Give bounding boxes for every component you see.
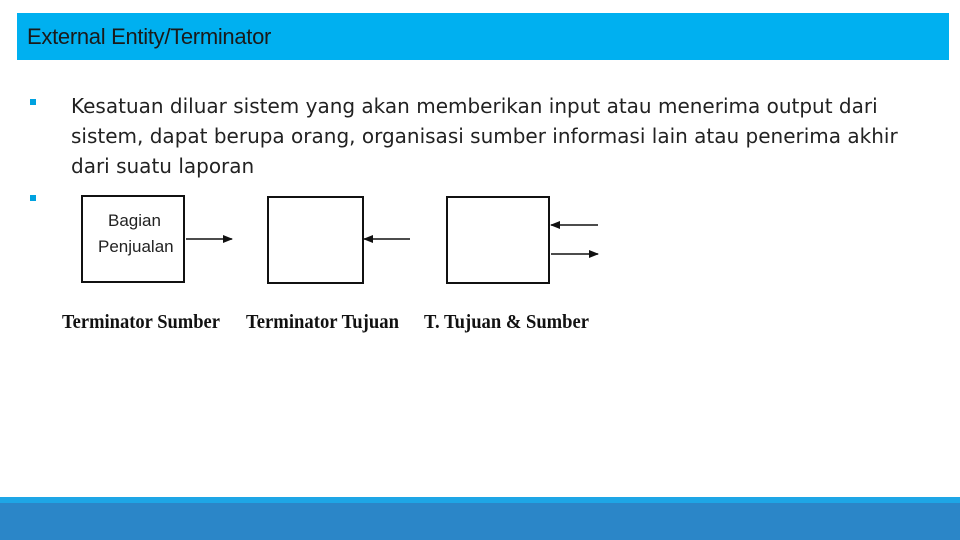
box1-label-line1: Bagian <box>108 211 161 230</box>
footer-band <box>0 497 960 540</box>
terminator-both-box <box>447 197 549 283</box>
caption-tujuan-sumber: T. Tujuan & Sumber <box>424 311 590 333</box>
caption-terminator-tujuan: Terminator Tujuan <box>246 311 399 333</box>
caption-terminator-sumber: Terminator Sumber <box>62 311 221 333</box>
bullet-text-1: Kesatuan diluar sistem yang akan memberikan input atau menerima output dari sistem, dapat berupa orang, organisasi sumber informasi lain atau penerima akhir dari suatu laporan <box>71 94 898 178</box>
slide-title: External Entity/Terminator <box>27 24 272 49</box>
box1-label-line2: Penjualan <box>98 237 174 256</box>
footer-accent-line <box>0 497 960 503</box>
terminator-destination-box <box>268 197 363 283</box>
